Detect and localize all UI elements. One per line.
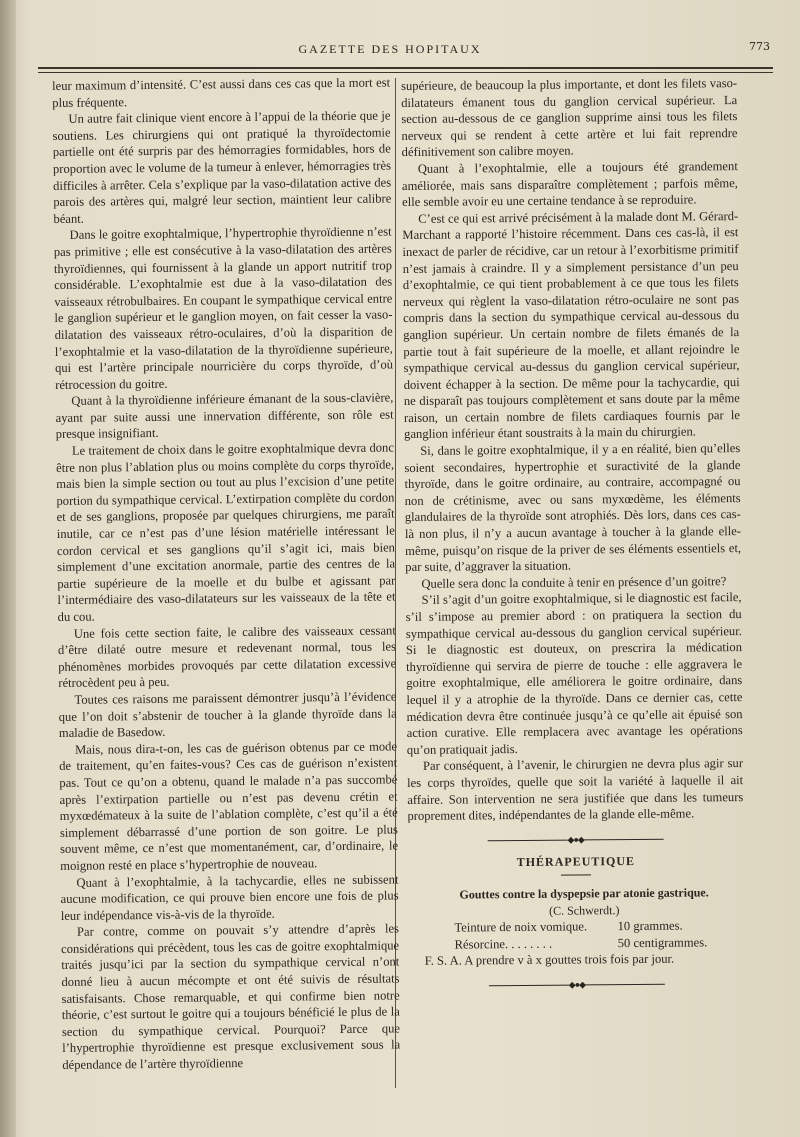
paragraph: Le traitement de choix dans le goitre exophtalmique devra donc être non plus l’ablation plus ou moins complète du corps thyroïde, mais bien la simple section ou tout au plus l’excision d’une petite portion du sympathique cervical. L’extirpation complète du cordon et de ses ganglions, proposée par quelques chirurgiens, me paraît inutile, car ce n’est pas d’une lésion matérielle intéressant le cordon cervical et ses ganglions qu’il s’agit ici, mais bien simplement d’une excitation anormale, partie des centres de la partie supérieure de la moelle et du bulbe et agissant par l’intermédiaire des vaso-dilatateurs sur les vaisseaux de la tête et du cou. — [56, 440, 396, 624]
ingredient-quantity: 10 grammes. — [617, 918, 683, 934]
recipe-author: (C. Schwerdt.) — [549, 902, 620, 918]
paragraph: supérieure, de beaucoup la plus importante, et dont les filets vaso-dilatateurs émanent tous du ganglion cervical supérieur. La section au-dessous de ce ganglion supprime ainsi tous les filets nerveux qui se rendent à cette artère et lui fait reprendre définitivement son calibre moyen. — [401, 76, 738, 160]
paragraph: leur maximum d’intensité. C’est aussi dans ces cas que la mort est plus fréquente. — [52, 75, 391, 110]
paragraph: Quant à la thyroïdienne inférieure émanant de la sous-clavière, ayant par suite aussi une innervation différente, son rôle est presque insignifiant. — [55, 390, 394, 442]
recipe-title: Gouttes contre la dyspepsie par atonie gastrique. — [459, 885, 709, 902]
journal-title: GAZETTE DES HOPITAUX — [298, 42, 482, 56]
ingredient-name: Résorcine. . . . . . . . — [454, 936, 553, 952]
paragraph: Quelle sera donc la conduite à tenir en présence d’un goitre? — [421, 573, 727, 591]
paragraph: Si, dans le goitre exophtalmique, il y a en réalité, bien qu’elles soient secondaires, hypertrophie et suractivité de la glande thyroïde, dans le goitre ordinaire, au contraire, accompagné ou non de crétinisme, avec ou sans myxœdème, les éléments glandulaires de la thyroïde sont atrophiés. Dès lors, dans ces cas-là non plus, il n’y a aucun avantage à toucher à la glande elle-même, puisqu’on risque de la priver de ses éléments essentiels et, par suite, d’aggraver la situation. — [404, 441, 742, 575]
paragraph: Mais, nous dira-t-on, les cas de guérison obtenus par ce mode de traitement, qu’en faites-vous? Ces cas de guérison n’existent pas. Tout ce qu’on a obtenu, quand le malade n’a pas succombé après l’extirpation partielle ou n’est pas devenu crétin et myxœdémateux à la suite de l’ablation complète, c’est qu’il a été simplement débarrassé d’une portion de son goitre. Le plus souvent même, ce n’est que momentanément, car, d’ordinaire, le moignon resté en place s’hypertrophie de nouveau. — [59, 739, 399, 873]
paragraph: Une fois cette section faite, le calibre des vaisseaux cessant d’être dilaté outre mesure et redevenant normal, tous les phénomènes morbides provoqués par cette dilatation excessive rétrocèdent peu à peu. — [57, 623, 397, 691]
paragraph: Un autre fait clinique vient encore à l’appui de la théorie que je soutiens. Les chirurgiens qui ont pratiqué la thyroïdectomie partielle ont été surpris par des hémorragies formidables, hors de proportion avec le volume de la tumeur à enlever, hémorragies très difficiles à arrêter. Cela s’explique par la vaso-dilatation active des parois des artères qui, malgré leur section, maintient leur calibre béant. — [52, 108, 392, 226]
page-spine-shadow — [0, 0, 16, 1137]
header-rule-thick — [38, 67, 773, 69]
paragraph: C’est ce qui est arrivé précisément à la malade dont M. Gérard-Marchant a rapporté l’histoire récemment. Dans ces cas-là, il est inexact de parler de récidive, car un retour à l’exorbitisme primitif n’est jamais à craindre. Il y a simplement persistance d’un peu d’exophtalmie, ce qui tient probablement à ce que tous les filets nerveux qui règlent la vaso-dilatation rétro-oculaire ne sont pas compris dans la section du sympathique cervical au-dessous du ganglion supérieur. Un certain nombre de filets émanés de la partie tout à fait supérieure de la moelle, et allant rejoindre le sympathique cervical au-dessus du ganglion cervical supérieur, doivent échapper à la section. De même pour la tachycardie, qui ne disparaît pas toujours complètement et sans doute par la même raison, un certain nombre de filets cardiaques fournis par le ganglion inférieur étant soustraits à la main du chirurgien. — [402, 208, 741, 442]
header-rule-thin — [38, 72, 773, 73]
page-number: 773 — [749, 40, 770, 53]
ingredient-name: Teinture de noix vomique. — [454, 919, 588, 935]
section-ornament: ◆●◆ — [408, 830, 744, 850]
ingredient-row — [454, 934, 744, 953]
recipe-instructions: F. S. A. A prendre v à x gouttes trois fois par jour. — [424, 951, 675, 969]
paragraph: Dans le goitre exophtalmique, l’hypertrophie thyroïdienne n’est pas primitive ; elle est consécutive à la vaso-dilatation des artères thyroïdiennes, qui fournissent à la glande un apport nutritif trop considérable. L’exophtalmie est due à la vaso-dilatation des vaisseaux rétrobulbaires. En coupant le sympathique cervical entre le ganglion supérieur et le ganglion moyen, on fait cesser la vaso-dilatation des vaisseaux rétro-oculaires, d’où la disparition de l’exophtalmie et la vaso-dilatation de la thyroïdienne supérieure, qui est l’artère principale nourricière du corps thyroïde, d’où rétrocession du goitre. — [53, 224, 394, 392]
section-title: THÉRAPEUTIQUE — [516, 854, 636, 870]
right-column — [401, 75, 745, 1000]
paragraph: Par conséquent, à l’avenir, le chirurgien ne devra plus agir sur les corps thyroïdes, quelle que soit la variété à laquelle il ait affaire. Son intervention ne sera justifiée que dans les tumeurs proprement dites, indépendantes de la glande elle-même. — [407, 756, 744, 824]
page-header — [40, 40, 770, 64]
section-title-rule — [561, 874, 591, 875]
ingredient-quantity: 50 centigrammes. — [617, 935, 708, 950]
paragraph: Quant à l’exophtalmie, elle a toujours été grandement améliorée, mais sans disparaître complètement ; parfois même, elle semble avoir eu une certaine tendance à se reproduire. — [401, 159, 738, 210]
paragraph: Quant à l’exophtalmie, à la tachycardie, elles ne subissent aucune modification, ce qui prouve bien encore une fois de plus leur indépendance vis-à-vis de la thyroïde. — [60, 871, 399, 923]
end-ornament: ◆●◆ — [409, 975, 745, 995]
paragraph: Par contre, comme on pouvait s’y attendre d’après les considérations qui précèdent, tous les cas de goitre exophtalmique traités jusqu’ici par la section du sympathique cervical n’ont donné lieu à aucun mécompte et ont été suivis de résultats satisfaisants. Chose remarquable, et qui confirme bien notre théorie, c’est surtout le goitre qui a toujours bénéficié le plus de la section du sympathique cervical. Pourquoi? Parce que l’hypertrophie thyroïdienne est presque exclusivement sous la dépendance de l’artère thyroïdienne — [61, 921, 401, 1072]
paragraph: Toutes ces raisons me paraissent démontrer jusqu’à l’évidence que l’on doit s’abstenir de toucher à la glande thyroïde dans la maladie de Basedow. — [58, 689, 397, 741]
paragraph: S’il s’agit d’un goitre exophtalmique, si le diagnostic est facile, s’il s’impose au premier abord : on pratiquera la section du sympathique cervical au-dessous du ganglion cervical supérieur. Si le diagnostic est douteux, on prescrira la médication thyroïdienne qui servira de pierre de touche : elle aggravera le goitre exophtalmique, elle améliorera le goitre ordinaire, dans lequel il y a atrophie de la thyroïde. Dans ce dernier cas, cette médication devra être continuée jusqu’à ce qu’elle ait épuisé son action curative. Elle remplacera avec avantage les opérations qu’on pratiquait jadis. — [405, 590, 743, 757]
left-column — [52, 74, 400, 1073]
